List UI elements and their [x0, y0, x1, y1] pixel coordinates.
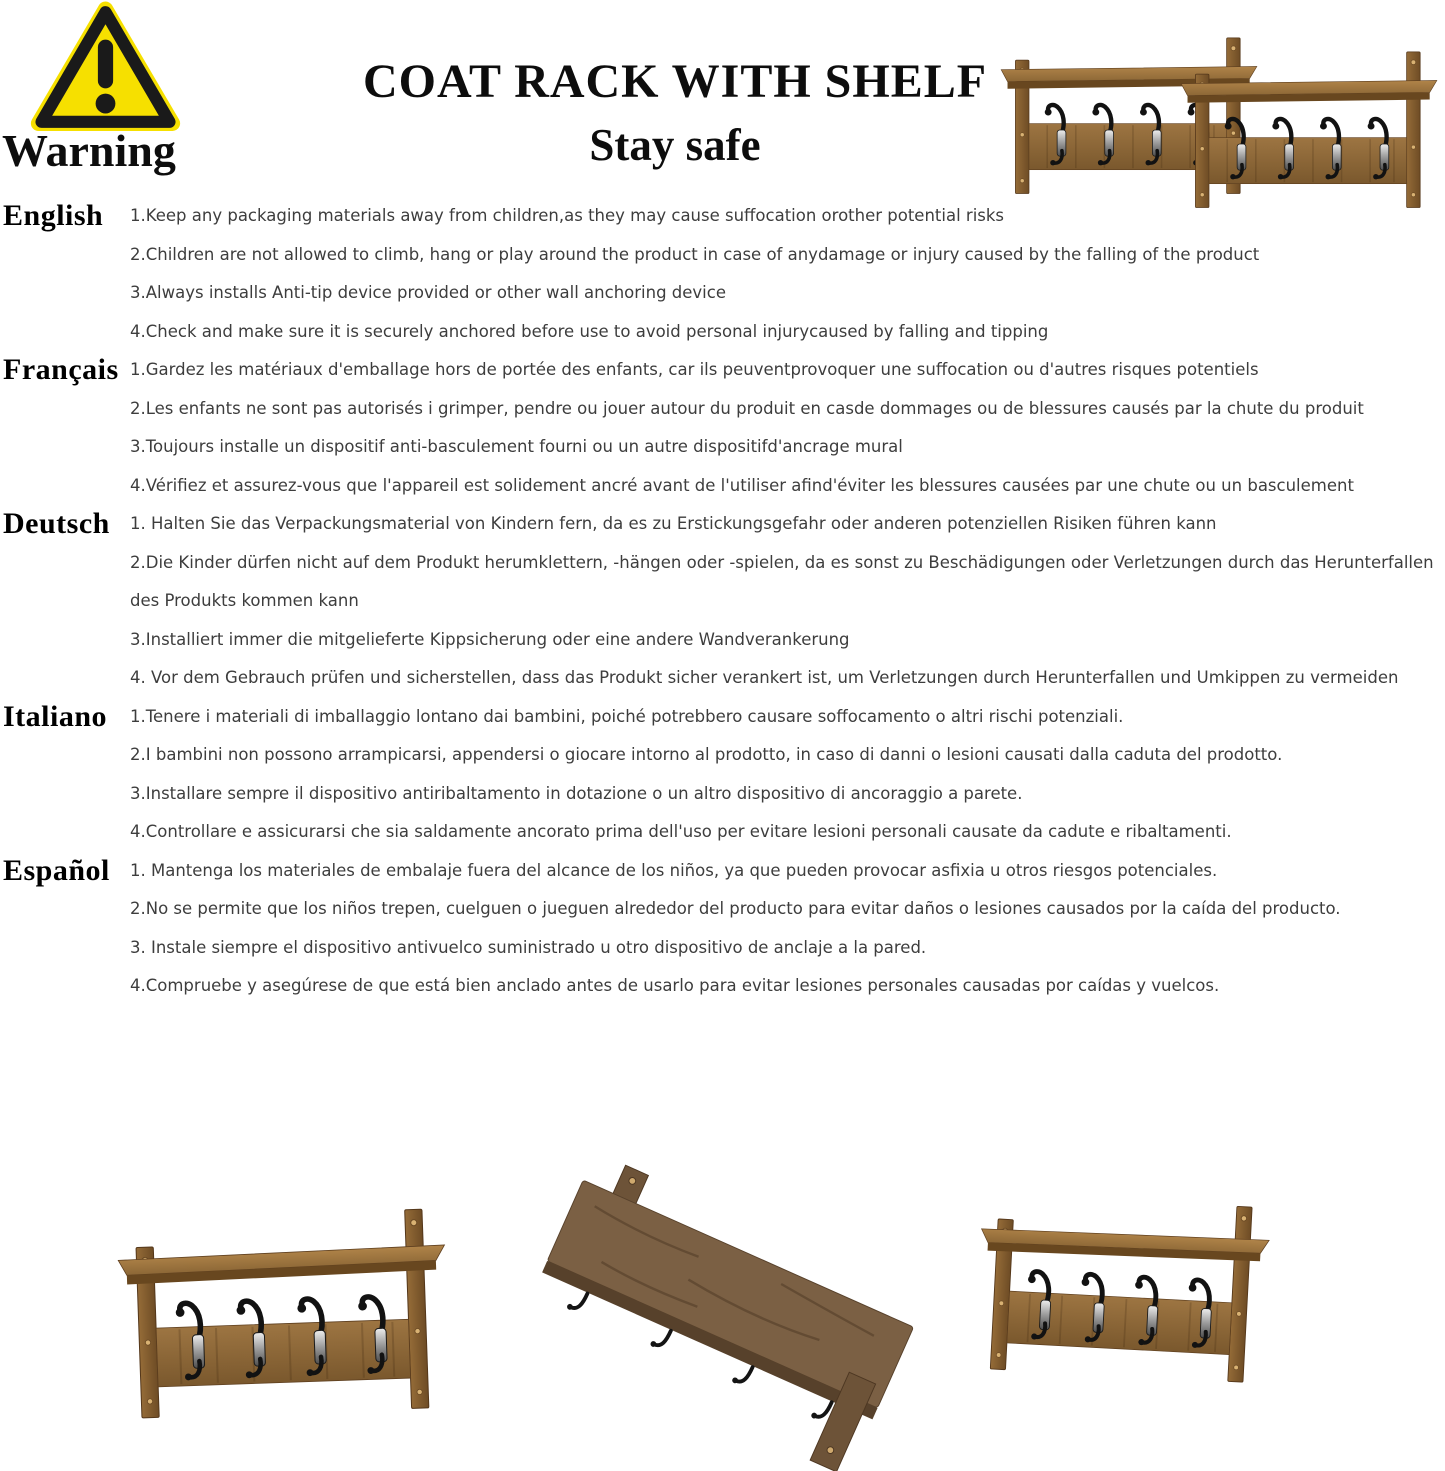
warning-items: [130, 351, 1435, 505]
coat-rack-angled-photo: [970, 1187, 1274, 1390]
warning-item: 1.Tenere i materiali di imballaggio lontano dai bambini, poiché potrebbero causare soffocamento o altri rischi potenziali.: [130, 706, 1124, 726]
warning-content: [0, 197, 1445, 1006]
section-deutsch: [0, 505, 1445, 698]
language-label: Français: [3, 353, 119, 386]
language-label: Italiano: [3, 699, 108, 733]
warning-item: 2.Children are not allowed to climb, hang or play around the product in case of anydamage or injury caused by the falling of the product: [130, 244, 1260, 264]
warning-triangle-icon: [28, 0, 183, 138]
warning-item: 2.No se permite que los niños trepen, cuelguen o jueguen alrededor del producto para evitar daños o lesiones causados por la caída del producto.: [130, 899, 1341, 918]
warning-items: [130, 852, 1435, 1006]
warning-items: [130, 197, 1435, 351]
warning-item: 1. Halten Sie das Verpackungsmaterial von Kindern fern, da es zu Erstickungsgefahr oder anderen potenziellen Risiken führen kann: [130, 514, 1217, 533]
warning-item: 4.Compruebe y asegúrese de que está bien anclado antes de usarlo para evitar lesiones personales causadas por caídas y vuelcos.: [130, 976, 1220, 995]
coat-rack-top-view-photo: [522, 1158, 927, 1471]
warning-item: 1. Mantenga los materiales de embalaje fuera del alcance de los niños, ya que pueden provocar asfixia u otros riesgos potenciales.: [130, 860, 1218, 880]
section-italiano: [0, 698, 1445, 852]
warning-item: 2.Les enfants ne sont pas autorisés i grimper, pendre ou jouer autour du produit en casde dommages ou de blessures causés par la chute du produit: [130, 398, 1364, 418]
warning-item: 4.Vérifiez et assurez-vous que l'appareil est solidement ancré avant de l'utiliser afind'éviter les blessures causées par une chute ou un basculement: [130, 475, 1354, 495]
language-label: Español: [3, 853, 110, 887]
page-title: COAT RACK WITH SHELF: [362, 55, 988, 108]
warning-item: 3.Always installs Anti-tip device provided or other wall anchoring device: [130, 283, 726, 302]
language-label: English: [3, 199, 104, 232]
section-english: [0, 197, 1445, 351]
warning-item: 3. Instale siempre el dispositivo antivuelco suministrado u otro dispositivo de anclaje a la pared.: [130, 937, 927, 957]
section-francais: [0, 351, 1445, 505]
warning-item: 3.Installare sempre il dispositivo antiribaltamento in dotazione o un altro dispositivo di ancoraggio a parete.: [130, 783, 1023, 803]
warning-item: 3.Installiert immer die mitgelieferte Kippsicherung oder eine andere Wandverankerung: [130, 629, 850, 649]
warning-item: 4.Check and make sure it is securely anchored before use to avoid personal injurycaused by falling and tipping: [130, 321, 1049, 341]
language-label: Deutsch: [3, 507, 110, 540]
coat-rack-image-front: [1178, 47, 1440, 214]
coat-rack-front-photo: [112, 1202, 454, 1427]
warning-items: [130, 505, 1435, 698]
warning-label: Warning: [2, 125, 176, 176]
section-espanol: [0, 852, 1445, 1006]
page-subtitle: Stay safe: [589, 120, 761, 170]
title-block: [330, 54, 1020, 171]
warning-items: [130, 698, 1435, 852]
coat-rack-pair-photo: [995, 25, 1445, 210]
warning-item: 4.Controllare e assicurarsi che sia saldamente ancorato prima dell'uso per evitare lesioni personali causate da cadute e ribaltamenti.: [130, 822, 1232, 841]
warning-item: 4. Vor dem Gebrauch prüfen und sicherstellen, dass das Produkt sicher verankert ist, um Verletzungen durch Herunterfallen und Umkippen zu vermeiden: [130, 668, 1399, 687]
warning-item: 2.Die Kinder dürfen nicht auf dem Produkt herumklettern, -hängen oder -spielen, da es sonst zu Beschädigungen oder Verletzungen durch das Herunterfallen des Produkts kommen kann: [130, 552, 1434, 610]
warning-item: 2.I bambini non possono arrampicarsi, appendersi o giocare intorno al prodotto, in caso di danni o lesioni causati dalla caduta del prodotto.: [130, 745, 1283, 764]
warning-item: 3.Toujours installe un dispositif anti-basculement fourni ou un autre dispositifd'ancrage mural: [130, 437, 903, 456]
warning-item: 1.Keep any packaging materials away from children,as they may cause suffocation orother potential risks: [130, 206, 1005, 225]
warning-item: 1.Gardez les matériaux d'emballage hors de portée des enfants, car ils peuventprovoquer une suffocation ou d'autres risques potentiels: [130, 360, 1259, 379]
